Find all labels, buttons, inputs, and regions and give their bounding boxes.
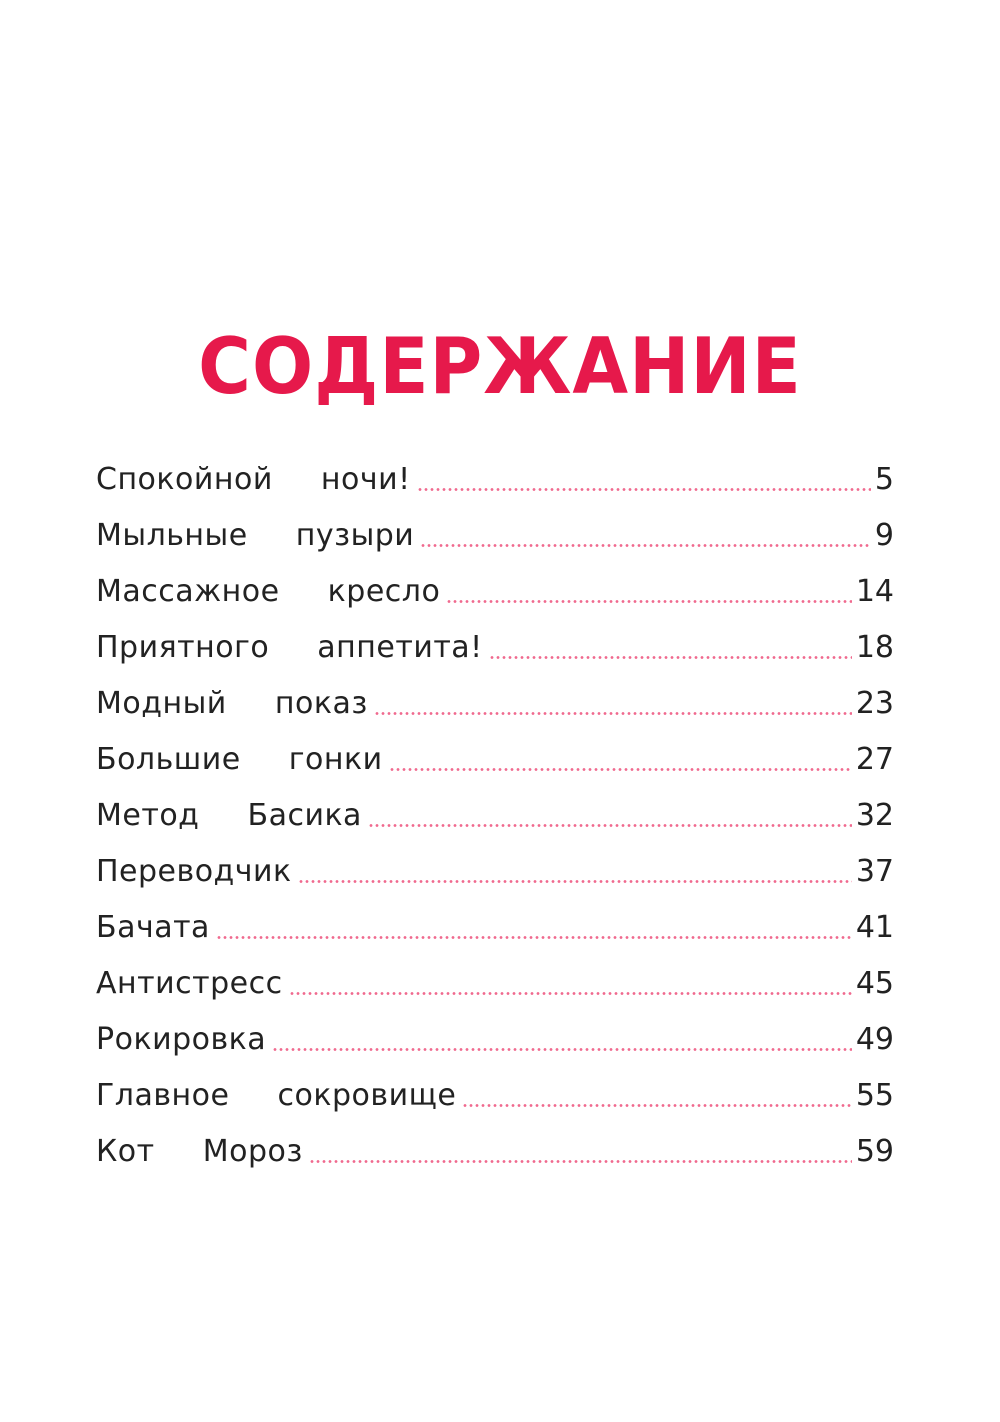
toc-entry-title: Переводчик	[96, 854, 292, 889]
toc-entry	[96, 446, 894, 502]
toc-entry	[96, 502, 894, 558]
toc-entry-page: 23	[855, 686, 894, 721]
toc-entry-page: 59	[855, 1134, 894, 1169]
toc-entry-page: 49	[855, 1022, 894, 1057]
toc-entry-page: 9	[874, 518, 894, 553]
dot-leader	[446, 600, 852, 603]
table-of-contents	[96, 446, 894, 1174]
toc-entry-page: 45	[855, 966, 894, 1001]
toc-entry-title: Большие гонки	[96, 742, 383, 777]
page-title: СОДЕРЖАНИЕ	[198, 320, 802, 412]
toc-entry-page: 18	[855, 630, 894, 665]
toc-entry-title: Приятного аппетита!	[96, 630, 483, 665]
dot-leader	[272, 1048, 852, 1051]
toc-entry	[96, 670, 894, 726]
dot-leader	[289, 992, 852, 995]
toc-entry	[96, 894, 894, 950]
toc-entry-title: Мыльные пузыри	[96, 518, 415, 553]
toc-entry-page: 5	[874, 462, 894, 497]
toc-entry	[96, 1006, 894, 1062]
dot-leader	[489, 656, 852, 659]
toc-entry-page: 32	[855, 798, 894, 833]
toc-entry	[96, 838, 894, 894]
toc-entry-title: Спокойной ночи!	[96, 462, 411, 497]
toc-entry	[96, 1118, 894, 1174]
toc-entry-title: Модный показ	[96, 686, 368, 721]
toc-entry-title: Главное сокровище	[96, 1078, 457, 1113]
toc-entry	[96, 782, 894, 838]
toc-entry-title: Массажное кресло	[96, 574, 441, 609]
toc-entry-title: Антистресс	[96, 966, 283, 1001]
toc-entry	[96, 558, 894, 614]
dot-leader	[462, 1104, 852, 1107]
dot-leader	[298, 880, 852, 883]
dot-leader	[368, 824, 852, 827]
toc-entry-page: 55	[855, 1078, 894, 1113]
toc-entry	[96, 1062, 894, 1118]
dot-leader	[420, 544, 871, 547]
toc-entry-title: Рокировка	[96, 1022, 267, 1057]
toc-entry-page: 41	[855, 910, 894, 945]
toc-entry-page: 37	[855, 854, 894, 889]
dot-leader	[309, 1160, 852, 1163]
toc-entry	[96, 614, 894, 670]
toc-entry-page: 27	[855, 742, 894, 777]
toc-entry-title: Метод Басика	[96, 798, 362, 833]
dot-leader	[417, 488, 871, 491]
dot-leader	[389, 768, 852, 771]
toc-entry-title: Кот Мороз	[96, 1134, 303, 1169]
dot-leader	[216, 936, 852, 939]
toc-entry-page: 14	[855, 574, 894, 609]
dot-leader	[374, 712, 852, 715]
toc-entry	[96, 950, 894, 1006]
toc-entry-title: Бачата	[96, 910, 210, 945]
toc-entry	[96, 726, 894, 782]
